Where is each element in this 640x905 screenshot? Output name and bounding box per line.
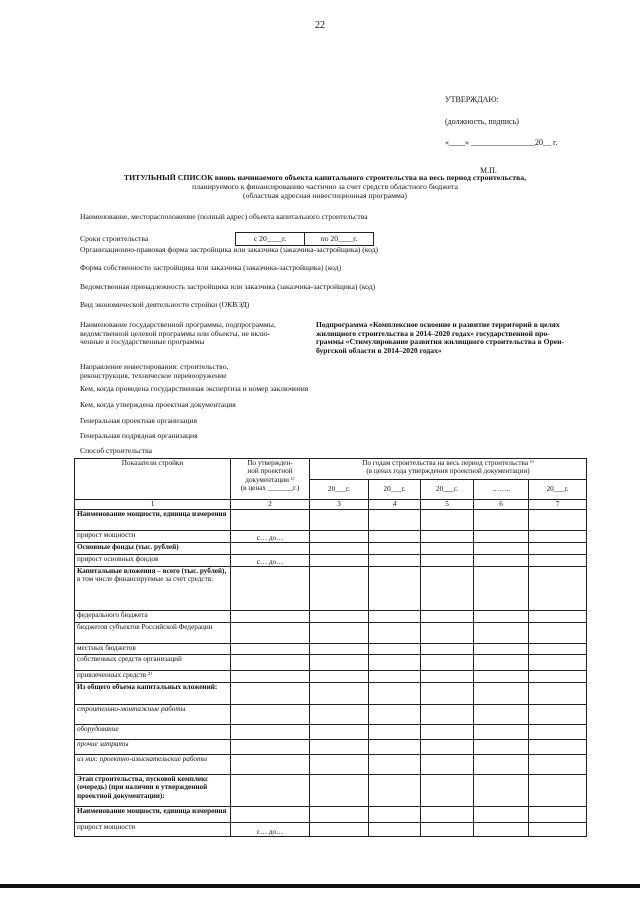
row-year-cell [421,510,474,531]
page-number: 22 [315,20,325,31]
row-year-cell [474,531,529,543]
row-year-cell [369,555,421,567]
row-label: из них: проектно-изыскательские работы [77,755,208,763]
col-number: 2 [231,500,310,510]
row-year-cell [529,611,587,623]
row-approved-value [231,740,310,755]
year-col: …….. [474,480,529,500]
year-col: 20___г. [421,480,474,500]
table-row [75,531,587,543]
row-year-cell [310,725,369,740]
row-year-cell [310,644,369,655]
row-year-cell [421,823,474,837]
row-label: прочие затраты [77,740,129,748]
row-label-cell [75,705,231,725]
row-approved-value: с… до… [231,531,310,543]
row-approved-value [231,655,310,671]
row-approved-value [231,611,310,623]
table-row [75,510,587,531]
year-col: 20___г. [529,480,587,500]
row-year-cell [474,611,529,623]
row-year-cell [421,683,474,705]
row-year-cell [529,725,587,740]
row-sublabel: в том числе финансируемые за счет средств: [77,575,214,584]
row-approved-value [231,567,310,611]
row-year-cell [529,823,587,837]
header-years [310,459,587,480]
row-year-cell [421,623,474,644]
row-label: прирост основных фондов [77,555,159,563]
row-label-cell [75,725,231,740]
row-approved-value [231,510,310,531]
table-row [75,705,587,725]
row-label-cell [75,740,231,755]
row-label: Наименование мощности, единица измерения [77,510,227,518]
row-approved-value: с… до… [231,823,310,837]
row-approved-value [231,775,310,807]
field-name-location: Наименование, месторасположение (полный адрес) объекта капитального строительства [80,212,368,221]
row-year-cell [369,823,421,837]
approve-position: (должность, подпись) [445,117,519,127]
header-approved-line: По утвержден- [247,459,293,467]
row-year-cell [474,543,529,555]
row-year-cell [529,740,587,755]
row-label-cell [75,531,231,543]
program-label-line: ченные в государственные программы [80,337,205,347]
row-year-cell [369,705,421,725]
row-year-cell [310,510,369,531]
field-departmental: Ведомственная принадлежность застройщика или заказчика (заказчика-застройщика) (код) [80,282,376,291]
row-year-cell [529,644,587,655]
construction-terms-box [235,232,374,246]
row-year-cell [369,775,421,807]
row-label: собственных средств организаций [77,655,182,663]
row-approved-value [231,725,310,740]
row-label-cell [75,775,231,807]
row-year-cell [529,775,587,807]
program-value-line: Подпрограмма «Комплексное освоение и развитие территорий в целях [316,320,560,329]
row-year-cell [310,755,369,775]
table-row [75,623,587,644]
row-year-cell [529,807,587,823]
row-year-cell [529,705,587,725]
header-approved [231,459,310,500]
title-line-2: планируемого к финансированию частично за счет средств областного бюджета [192,181,458,191]
row-year-cell [474,725,529,740]
program-label [80,321,310,347]
row-approved-value [231,644,310,655]
row-year-cell [474,644,529,655]
field-approved-by: Кем, когда утверждена проектная документация [80,400,236,409]
table-row [75,807,587,823]
row-label-cell [75,807,231,823]
row-approved-value: с… до… [231,555,310,567]
row-year-cell [474,555,529,567]
row-year-cell [310,823,369,837]
term-to: по 20____г. [320,234,358,243]
row-label: прирост мощности [77,531,136,539]
header-indicators: Показатели стройки [75,459,231,500]
row-year-cell [421,555,474,567]
field-method: Способ строительства [80,446,152,455]
row-label-cell [75,644,231,655]
stamp-label: М.П. [480,166,497,175]
row-label: бюджетов субъектов Российской Федерации [77,623,213,631]
row-year-cell [310,775,369,807]
row-label: Основные фонды (тыс. рублей) [77,543,179,551]
row-year-cell [529,755,587,775]
table-row [75,775,587,807]
row-approved-value [231,683,310,705]
table-row [75,655,587,671]
field-okved: Вид экономической деятельности стройки (ОКВЭД) [80,300,250,309]
field-ownership-form: Форма собственности застройщика или заказчика (заказчика-застройщика) (код) [80,263,342,272]
header-years-line: По годам строительства на весь период строительства ¹⁾ [362,459,534,467]
row-approved-value [231,755,310,775]
row-year-cell [369,671,421,683]
col-number: 1 [75,500,231,510]
row-year-cell [369,611,421,623]
row-year-cell [310,531,369,543]
bottom-rule [0,884,640,888]
row-year-cell [474,567,529,611]
table-row [75,555,587,567]
row-year-cell [369,655,421,671]
row-year-cell [421,755,474,775]
title-line-1: ТИТУЛЬНЫЙ СПИСОК вновь начинаемого объекта капитального строительства на весь период строительства, [123,173,527,182]
row-year-cell [369,644,421,655]
program-value [316,321,581,356]
row-approved-value [231,705,310,725]
col-number: 5 [421,500,474,510]
title-line-3: (областная адресная инвестиционная программа) [243,190,407,200]
row-year-cell [421,775,474,807]
row-label-cell [75,655,231,671]
year-col: 20___г. [369,480,421,500]
row-year-cell [421,740,474,755]
field-general-contractor: Генеральная подрядная организация [80,431,198,440]
program-label-line: Наименование государственной программы, подпрограммы, [80,320,276,329]
program-value-line: граммы «Стимулирование развития жилищного строительства в Орен- [316,337,565,347]
row-year-cell [421,611,474,623]
investment-direction-line: реконструкция, техническое перевооружение [80,370,227,380]
row-label: прирост мощности [77,823,136,831]
table-row [75,755,587,775]
header-approved-line: ной проектной [247,467,293,476]
program-label-line: ведомственной целевой программы или объекты, не вклю- [80,328,271,338]
row-year-cell [369,755,421,775]
investment-direction-line: Направление инвестирования: строительство, [80,362,229,371]
year-col: 20___г. [310,480,369,500]
document-title [70,174,580,201]
col-number: 4 [369,500,421,510]
row-year-cell [369,807,421,823]
row-approved-value [231,671,310,683]
row-year-cell [369,531,421,543]
row-label-cell [75,683,231,705]
row-label: Капитальные вложения – всего (тыс. рублей), [77,567,227,575]
row-year-cell [310,683,369,705]
row-label: местных бюджетов [77,644,136,652]
row-year-cell [369,623,421,644]
approve-date-line: «____» ________________20__ г. [445,138,558,148]
row-year-cell [310,655,369,671]
row-year-cell [421,531,474,543]
field-investment-direction [80,363,228,380]
row-label: строительно-монтажные работы [77,705,186,713]
row-year-cell [310,623,369,644]
row-year-cell [474,655,529,671]
row-year-cell [421,567,474,611]
row-year-cell [529,531,587,543]
field-legal-form: Организационно-правовая форма застройщика или заказчика (заказчика-застройщика) (код) [80,245,379,254]
row-year-cell [369,543,421,555]
row-year-cell [474,807,529,823]
row-year-cell [474,671,529,683]
row-year-cell [529,623,587,644]
row-year-cell [529,543,587,555]
row-year-cell [310,567,369,611]
col-number: 7 [529,500,587,510]
row-label: Из общего объема капитальных вложений: [77,683,218,691]
row-year-cell [529,567,587,611]
row-year-cell [421,725,474,740]
row-year-cell [474,755,529,775]
table-row [75,740,587,755]
row-year-cell [529,655,587,671]
program-value-line: бургской области в 2014–2020 годах» [316,346,442,356]
row-label: привлеченных средств ²⁾ [77,671,152,679]
row-year-cell [310,611,369,623]
row-label: Наименование мощности, единица измерения [77,807,227,815]
row-label-cell [75,543,231,555]
row-label-cell [75,623,231,644]
row-year-cell [421,644,474,655]
row-label: Этап строительства, пусковой комплекс (очередь) (при наличии в утвержденной проектной документации): [77,775,209,800]
row-year-cell [421,807,474,823]
row-year-cell [474,683,529,705]
row-year-cell [474,705,529,725]
header-years-line: (в ценах года утверждения проектной документации) [366,467,530,476]
row-approved-value [231,543,310,555]
table-row [75,683,587,705]
row-year-cell [310,705,369,725]
row-year-cell [474,740,529,755]
row-year-cell [474,775,529,807]
row-year-cell [369,683,421,705]
table-row [75,823,587,837]
table-row [75,725,587,740]
approve-heading: УТВЕРЖДАЮ: [445,95,499,104]
row-year-cell [529,510,587,531]
field-construction-terms: Сроки строительства [80,234,149,243]
program-value-line: жилищного строительства в 2014–2020 годах» государственной про- [316,328,550,338]
row-year-cell [310,671,369,683]
row-year-cell [369,510,421,531]
term-from: с 20____г. [236,233,305,245]
col-number: 6 [474,500,529,510]
row-label-cell [75,567,231,611]
row-label-cell [75,611,231,623]
row-year-cell [310,740,369,755]
row-label: федерального бюджета [77,611,148,619]
field-expertise: Кем, когда проведена государственная экспертиза и номер заключения [80,384,309,393]
row-year-cell [421,655,474,671]
row-approved-value [231,807,310,823]
row-year-cell [474,623,529,644]
row-year-cell [421,705,474,725]
row-year-cell [310,555,369,567]
row-year-cell [369,725,421,740]
row-approved-value [231,623,310,644]
row-year-cell [369,740,421,755]
header-approved-line: (в ценах _______г.) [240,483,300,492]
header-approved-line: документации ¹⁾ [245,475,295,484]
indicators-table [74,458,587,837]
row-year-cell [310,807,369,823]
table-row [75,644,587,655]
indicators-body [75,510,587,837]
table-row [75,543,587,555]
row-label-cell [75,671,231,683]
row-year-cell [421,543,474,555]
row-year-cell [369,567,421,611]
field-general-designer: Генеральная проектная организация [80,416,197,425]
table-row [75,567,587,611]
row-label-cell [75,823,231,837]
row-year-cell [474,510,529,531]
row-year-cell [529,671,587,683]
row-label-cell [75,510,231,531]
col-number: 3 [310,500,369,510]
table-row [75,671,587,683]
row-label-cell [75,755,231,775]
row-year-cell [474,823,529,837]
row-label: оборудование [77,725,119,733]
table-row [75,611,587,623]
row-year-cell [421,671,474,683]
row-year-cell [310,543,369,555]
row-year-cell [529,683,587,705]
row-year-cell [529,555,587,567]
row-label-cell [75,555,231,567]
approval-block [445,95,557,148]
